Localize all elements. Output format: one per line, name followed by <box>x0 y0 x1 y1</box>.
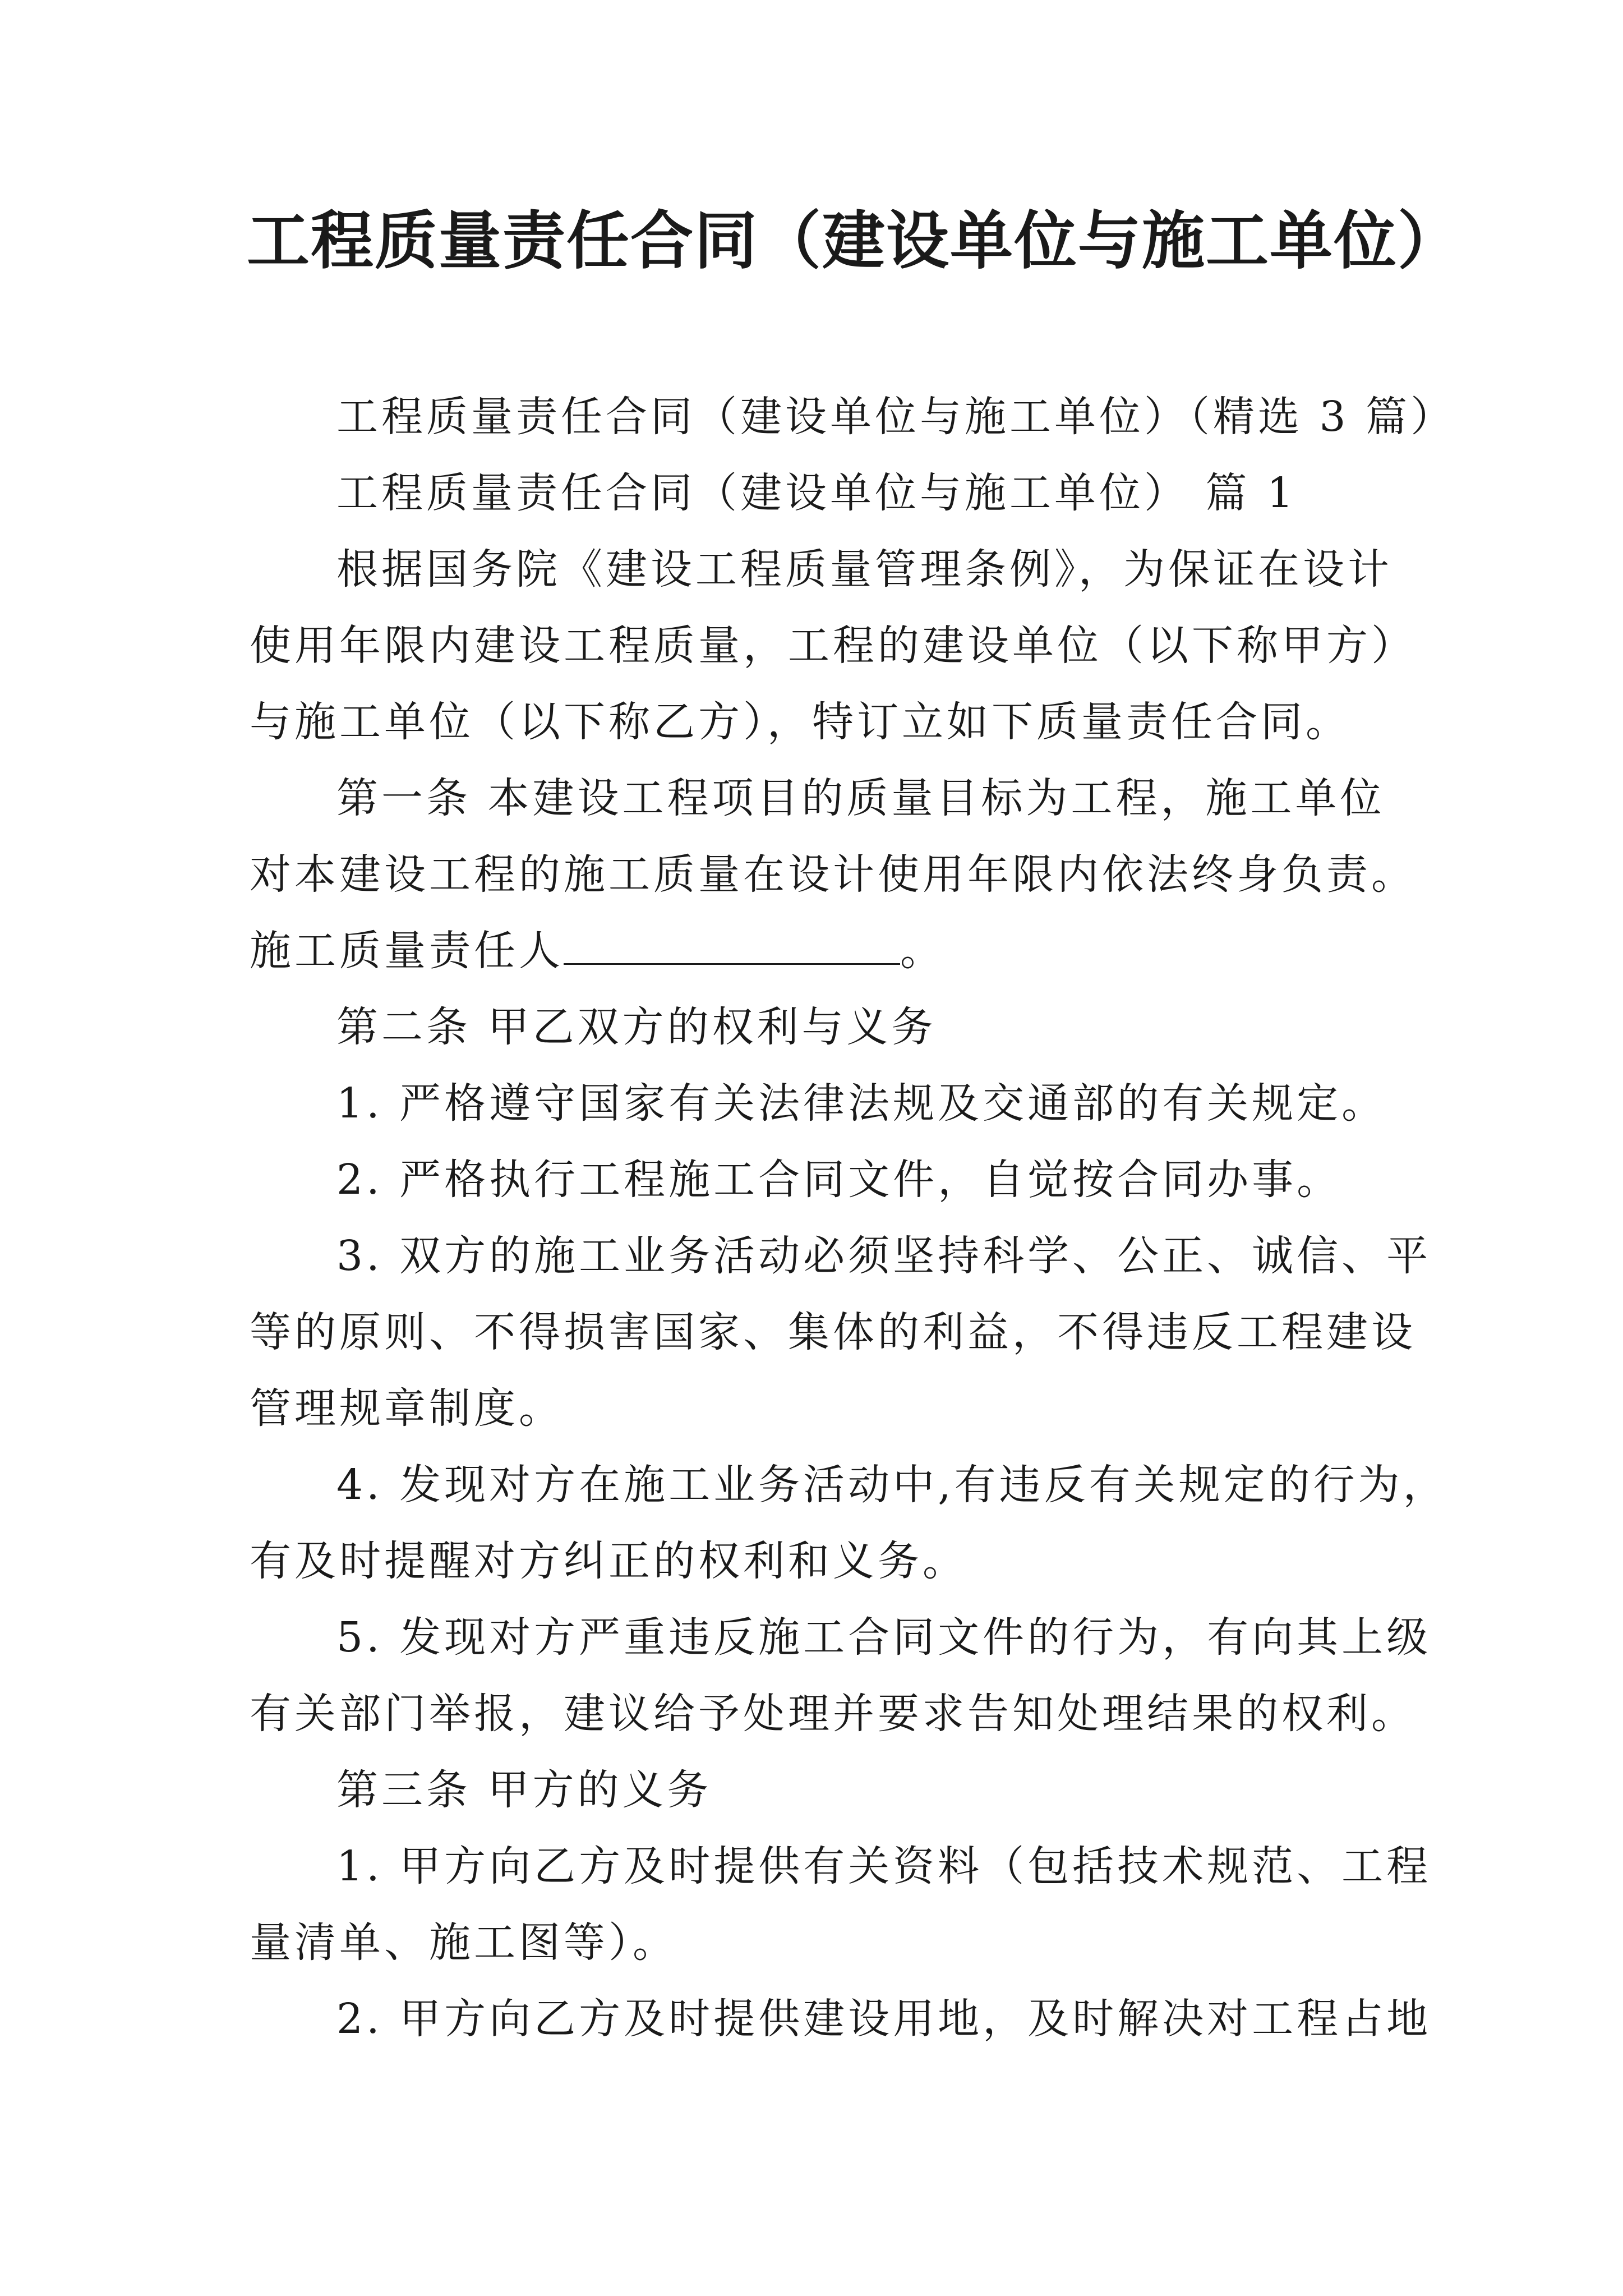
list-item: 1. 甲方向乙方及时提供有关资料（包括技术规范、工程 <box>336 1842 1432 1890</box>
list-item-continuation: 有及时提醒对方纠正的权利和义务。 <box>250 1537 967 1585</box>
article-3-heading: 第三条 甲方的义务 <box>336 1766 712 1814</box>
list-item: 2. 甲方向乙方及时提供建设用地，及时解决对工程占地 <box>336 1995 1432 2043</box>
responsible-person-line <box>250 913 1391 989</box>
list-item-continuation: 管理规章制度。 <box>250 1384 564 1433</box>
section-heading: 工程质量责任合同（建设单位与施工单位） 篇 1 <box>336 469 1297 517</box>
list-item-continuation: 等的原则、不得损害国家、集体的利益，不得违反工程建设 <box>250 1308 1416 1356</box>
document-body <box>250 379 1456 2057</box>
list-item: 4. 发现对方在施工业务活动中,有违反有关规定的行为， <box>336 1461 1448 1509</box>
paragraph-line: 使用年限内建设工程质量，工程的建设单位（以下称甲方） <box>250 622 1416 670</box>
article-2-heading: 第二条 甲乙双方的权利与义务 <box>336 1003 937 1051</box>
responsible-person-blank <box>564 927 900 965</box>
article-1-line: 对本建设工程的施工质量在设计使用年限内依法终身负责。 <box>250 850 1416 899</box>
list-item: 5. 发现对方严重违反施工合同文件的行为，有向其上级 <box>336 1613 1432 1662</box>
list-item: 1. 严格遵守国家有关法律法规及交通部的有关规定。 <box>336 1079 1387 1128</box>
article-1-line: 第一条 本建设工程项目的质量目标为工程，施工单位 <box>336 774 1385 822</box>
responsible-person-label: 施工质量责任人 <box>250 927 564 975</box>
paragraph-line: 根据国务院《建设工程质量管理条例》，为保证在设计 <box>336 545 1393 593</box>
subtitle-line: 工程质量责任合同（建设单位与施工单位）（精选 3 篇） <box>336 393 1456 441</box>
list-item: 3. 双方的施工业务活动必须坚持科学、公正、诚信、平 <box>336 1232 1432 1280</box>
document-title: 工程质量责任合同（建设单位与施工单位） <box>247 205 1461 278</box>
list-item-continuation: 有关部门举报，建议给予处理并要求告知处理结果的权利。 <box>250 1690 1416 1738</box>
responsible-person-period: 。 <box>900 927 945 975</box>
list-item: 2. 严格执行工程施工合同文件，自觉按合同办事。 <box>336 1156 1342 1204</box>
list-item-continuation: 量清单、施工图等）。 <box>250 1918 677 1967</box>
paragraph-line: 与施工单位（以下称乙方），特订立如下质量责任合同。 <box>250 698 1350 746</box>
